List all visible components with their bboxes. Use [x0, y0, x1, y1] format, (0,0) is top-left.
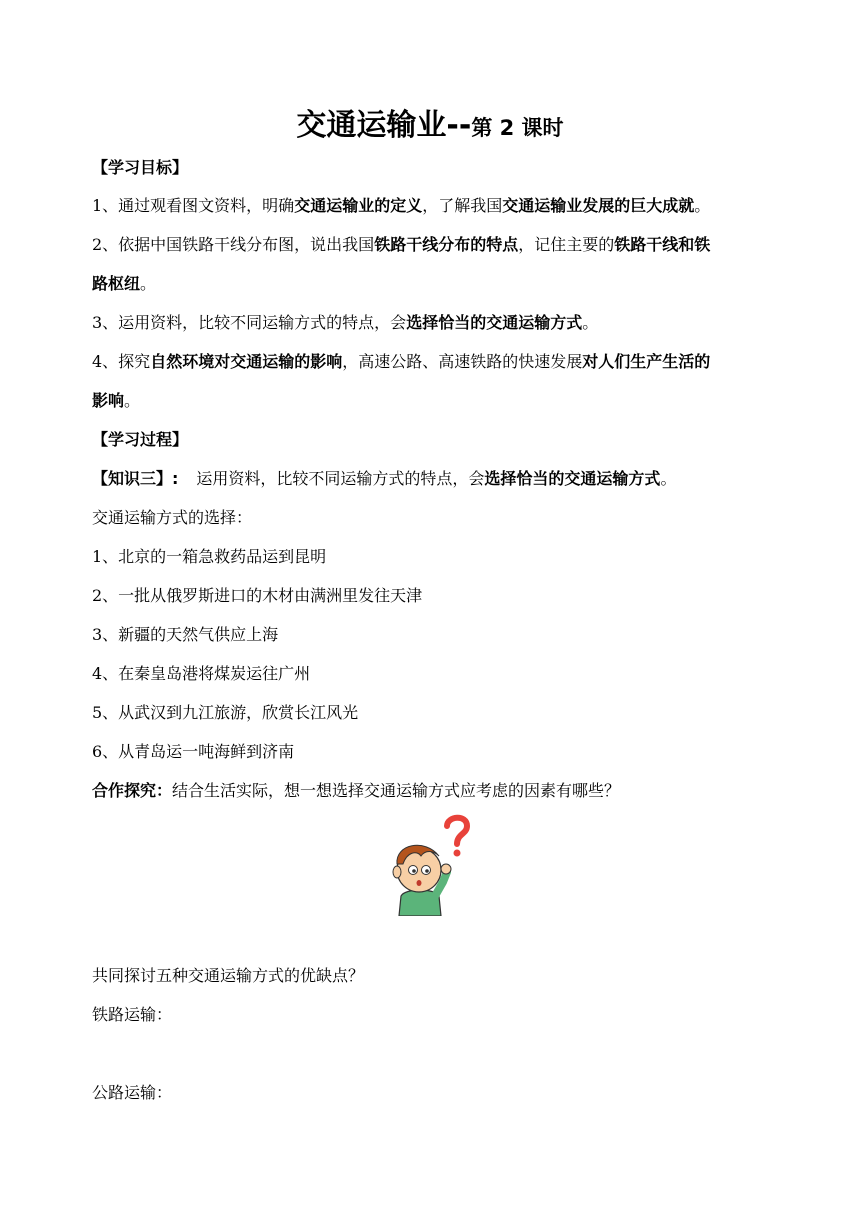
objective-2-cont: 路枢纽。: [92, 274, 157, 293]
objective-4: 4、探究自然环境对交通运输的影响，高速公路、高速铁路的快速发展对人们生产生活的: [92, 352, 711, 371]
railway-transport-label: 铁路运输：: [92, 1005, 173, 1024]
choice-item: 3、新疆的天然气供应上海: [92, 625, 279, 644]
choice-item: 5、从武汉到九江旅游，欣赏长江风光: [92, 703, 359, 722]
knowledge-three: 【知识三】: 运用资料，比较不同运输方式的特点，会选择恰当的交通运输方式。: [92, 469, 677, 488]
objective-1: 1、通过观看图文资料，明确交通运输业的定义，了解我国交通运输业发展的巨大成就。: [92, 196, 711, 215]
choice-item: 6、从青岛运一吨海鲜到济南: [92, 742, 295, 761]
title-lesson: 第 2 课时: [471, 116, 564, 140]
title-main: 交通运输业: [296, 108, 447, 143]
objective-3: 3、运用资料，比较不同运输方式的特点，会选择恰当的交通运输方式。: [92, 313, 599, 332]
highway-transport-label: 公路运输：: [92, 1083, 173, 1102]
thinking-boy-illustration: [385, 812, 475, 916]
process-heading: 【学习过程】: [92, 430, 189, 449]
discussion-question: 共同探讨五种交通运输方式的优缺点？: [92, 966, 365, 985]
choice-intro: 交通运输方式的选择：: [92, 508, 253, 527]
page-title: [0, 100, 860, 144]
objective-4-cont: 影响。: [92, 391, 141, 410]
choice-item: 4、在秦皇岛港将煤炭运往广州: [92, 664, 311, 683]
choice-item: 1、北京的一箱急救药品运到昆明: [92, 547, 327, 566]
choice-item: 2、一批从俄罗斯进口的木材由满洲里发往天津: [92, 586, 423, 605]
cooperative-inquiry: 合作探究：结合生活实际，想一想选择交通运输方式应考虑的因素有哪些？: [92, 781, 621, 800]
objectives-heading: 【学习目标】: [92, 158, 189, 177]
objective-2: 2、依据中国铁路干线分布图，说出我国铁路干线分布的特点，记住主要的铁路干线和铁: [92, 235, 711, 254]
title-separator: --: [446, 108, 472, 143]
